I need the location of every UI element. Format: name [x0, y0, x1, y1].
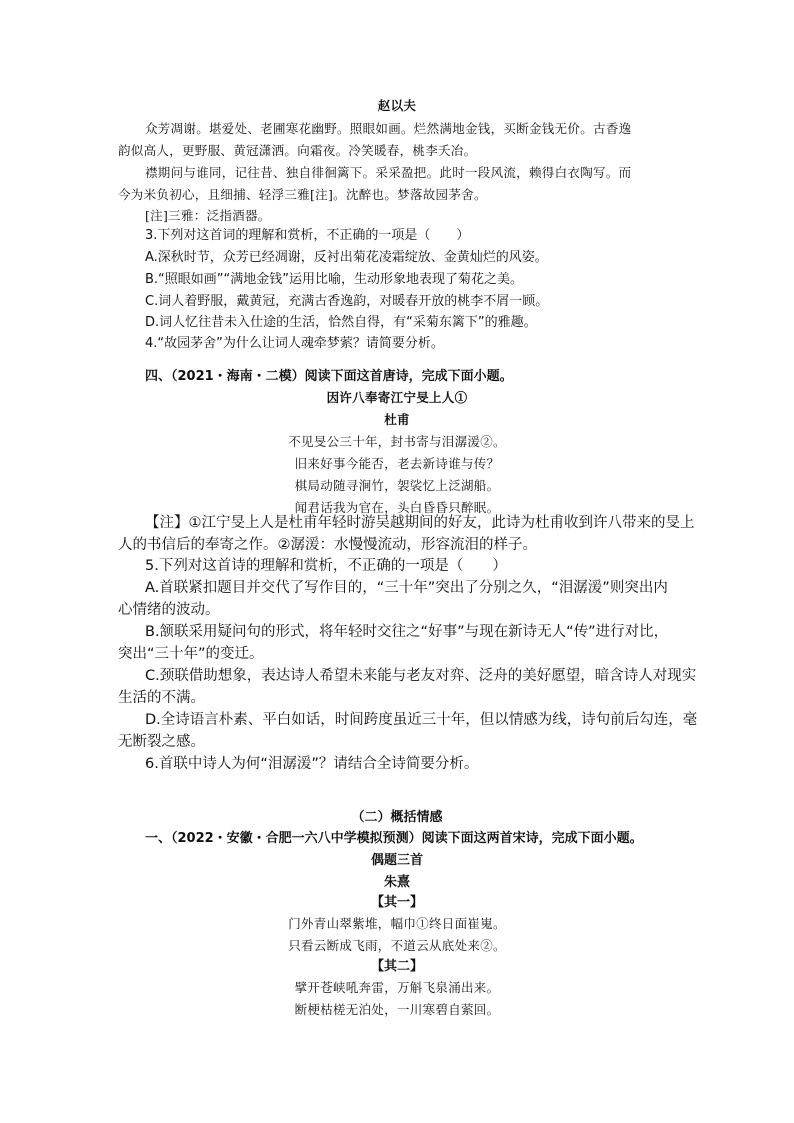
poem-subtitle: 【其二】	[370, 959, 423, 974]
option-d: D.词人忆往昔未入仕途的生活，恰然自得，有“采菊东篱下”的雅趣。	[145, 315, 537, 330]
ci-line: 今为米负初心，且细捕、轻浮三雅[注]。沈醉也。梦落故园茅舍。	[118, 187, 487, 202]
option-a: 心情绪的波动。	[118, 602, 220, 618]
option-c: 生活的不满。	[118, 690, 205, 706]
option-c: C.颈联借助想象，表达诗人希望未来能与老友对弈、泛舟的美好愿望，暗含诗人对现实	[145, 668, 697, 684]
question-4: 4.“故园茅舍”为什么让词人魂牵梦萦？请简要分析。	[145, 336, 444, 351]
question-5: 5.下列对这首诗的理解和赏析，不正确的一项是（ ）	[145, 558, 507, 574]
section-heading: 一、（2022・安徽・合肥一六八中学模拟预测）阅读下面这两首宋诗，完成下面小题。	[145, 831, 643, 846]
question-3: 3.下列对这首词的理解和赏析，不正确的一项是（ ）	[145, 228, 470, 243]
section-title: （二）概括情感	[351, 810, 443, 825]
option-b: 突出“三十年”的变迁。	[118, 646, 264, 662]
poem-line: 旧来好事今能否，老去新诗谁与传？	[294, 456, 500, 471]
section-heading: 四、（2021・海南・二模）阅读下面这首唐诗，完成下面小题。	[145, 369, 513, 384]
poem-line: 只看云断成飞雨，不道云从底处来②。	[288, 938, 506, 953]
option-a: A.首联紧扣题目并交代了写作目的，“三十年”突出了分别之久，“泪潺湲”则突出内	[145, 580, 668, 596]
poem-line: 门外青山翠紫堆，幅巾①终日面崔嵬。	[288, 916, 506, 931]
poem-author: 朱熹	[383, 875, 410, 890]
option-d: 无断裂之感。	[118, 734, 205, 750]
option-b: B.颔联采用疑问句的形式，将年轻时交往之“好事”与现在新诗无人“传”进行对比，	[145, 624, 669, 640]
option-c: C.词人着野服，戴黄冠，充满古香逸韵，对暖春开放的桃李不屑一顾。	[145, 294, 549, 309]
option-a: A.深秋时节，众芳已经凋谢，反衬出菊花凌霜绽放、金黄灿烂的风姿。	[145, 250, 548, 265]
ci-line: 韵似高人，更野服、黄冠潇洒。向霜夜。冷笑暖春，桃李夭冶。	[118, 143, 477, 158]
poem-title: 因许八奉寄江宁旻上人①	[326, 390, 468, 405]
ci-line: 众芳凋谢。堪爱处、老圃寒花幽野。照眼如画。烂然满地金钱，买断金钱无价。古香逸	[145, 121, 632, 136]
poem-note: 人的书信后的奉寄之作。②潺湲：水慢慢流动，形容流泪的样子。	[118, 537, 537, 553]
poem-note: 【注】①江宁旻上人是杜甫年轻时游吴越期间的好友，此诗为杜甫收到许八带来的旻上	[145, 515, 695, 531]
question-6: 6.首联中诗人为何“泪潺湲”？请结合全诗简要分析。	[145, 756, 479, 772]
poem-line: 擘开苍峡吼奔雷，万斛飞泉涌出来。	[294, 980, 500, 995]
poem-line: 闻君话我为官在，头白昏昏只醉眠。	[294, 500, 500, 515]
poem-author: 杜甫	[384, 412, 410, 427]
poem-line: 棋局动随寻涧竹，袈裟忆上泛湖船。	[294, 478, 500, 493]
ci-author: 赵以夫	[377, 98, 417, 113]
ci-line: 襟期问与谁同，记往昔、独自徘徊篱下。采采盈把。此时一段风流，赖得白衣陶写。而	[145, 165, 632, 180]
poem-title: 偶题三首	[370, 853, 423, 868]
option-d: D.全诗语言朴素、平白如话，时间跨度虽近三十年，但以情感为线，诗句前后勾连，毫	[145, 712, 698, 728]
ci-note: [注]三雅：泛指酒器。	[145, 208, 271, 223]
poem-line: 不见旻公三十年，封书寄与泪潺湲②。	[288, 434, 506, 449]
poem-subtitle: 【其一】	[370, 895, 423, 910]
option-b: B.“照眼如画”“满地金钱”运用比喻，生动形象地表现了菊花之美。	[145, 272, 523, 287]
poem-line: 断梗枯槎无泊处，一川寒碧自萦回。	[294, 1002, 500, 1017]
